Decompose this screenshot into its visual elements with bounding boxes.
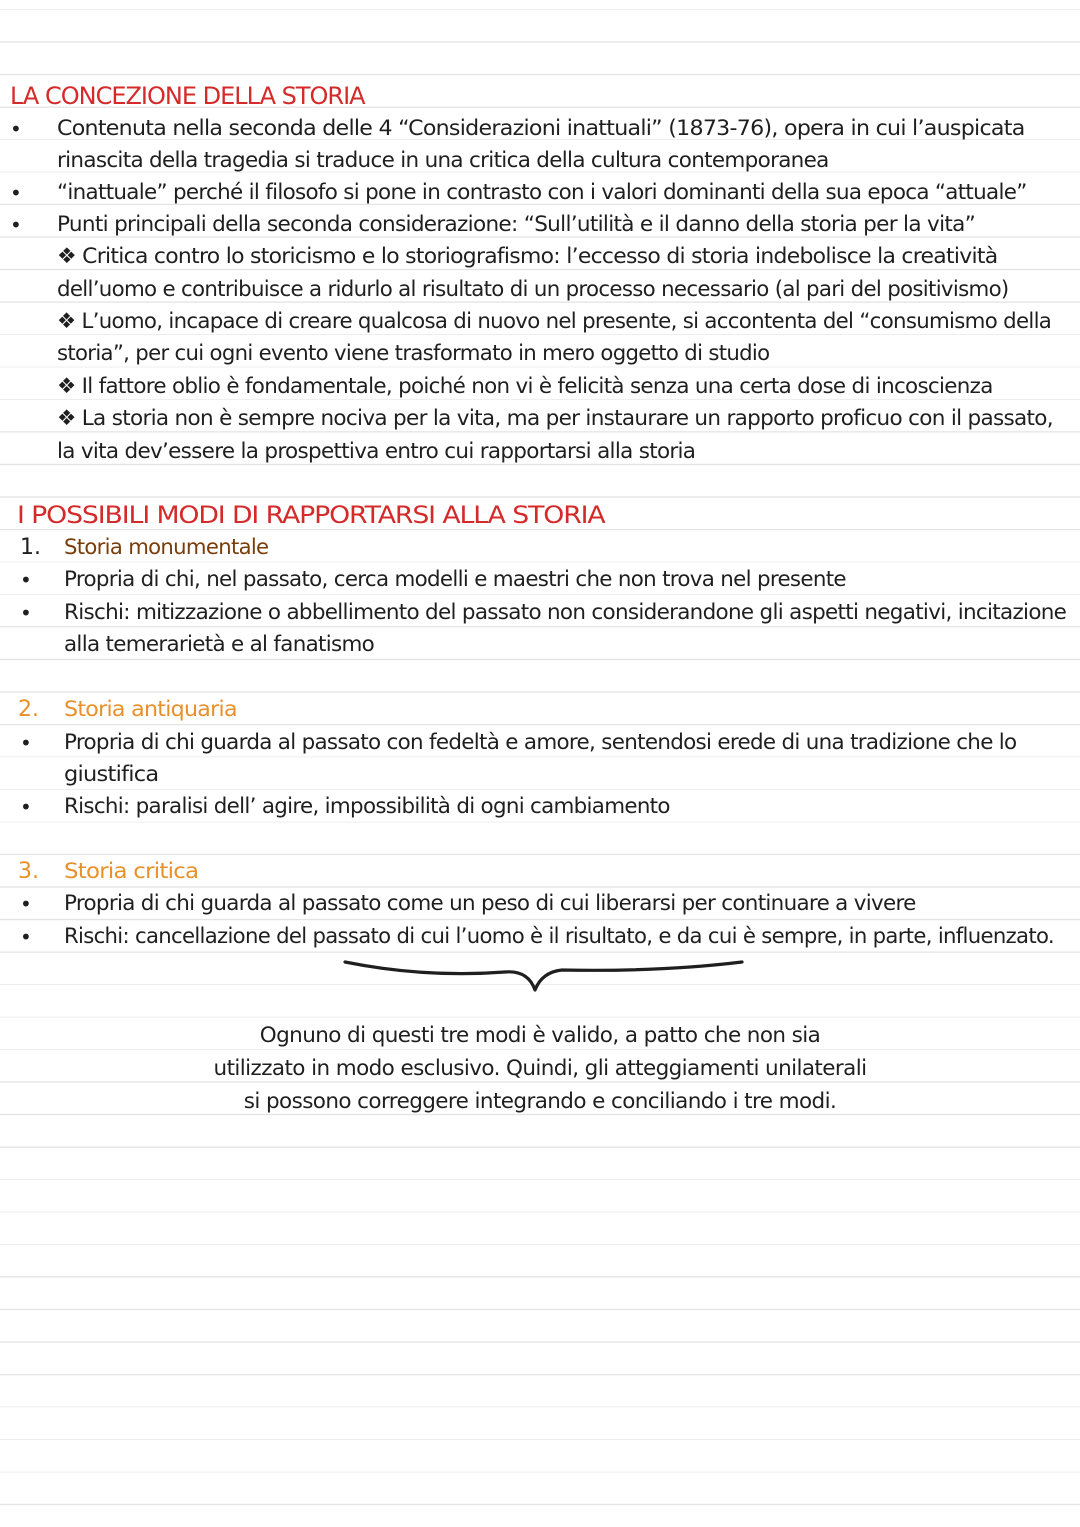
text-line: Propria di chi guarda al passato con fedeltà e amore, sentendosi erede di una tradizione che lo: [64, 730, 1017, 755]
text-line: la vita dev’essere la prospettiva entro cui rapportarsi alla storia: [57, 439, 696, 464]
text-line: Punti principali della seconda considerazione: “Sull’utilità e il danno della storia per la vita”: [57, 212, 976, 237]
bullet-dot-icon: •: [10, 117, 22, 141]
text-line: rinascita della tragedia si traduce in una critica della cultura contemporanea: [57, 148, 829, 173]
text-line: Contenuta nella seconda delle 4 “Considerazioni inattuali” (1873-76), opera in cui l’auspicata: [57, 116, 1025, 141]
curly-brace-icon: [330, 950, 750, 1020]
text-line: giustifica: [64, 762, 159, 787]
text-line: Rischi: paralisi dell’ agire, impossibilità di ogni cambiamento: [64, 794, 670, 819]
mode-number: 2.: [18, 697, 39, 722]
text-line: Propria di chi, nel passato, cerca modelli e maestri che non trova nel presente: [64, 567, 846, 592]
text-line: dell’uomo e contribuisce a ridurlo al risultato di un processo necessario (al pari del positivismo): [57, 277, 1009, 302]
conclusion-line: si possono correggere integrando e conciliando i tre modi.: [243, 1089, 837, 1114]
bullet-dot-icon: •: [10, 213, 22, 237]
section-title-concezione: LA CONCEZIONE DELLA STORIA: [10, 82, 365, 110]
text-line: ❖ Critica contro lo storicismo e lo storiografismo: l’eccesso di storia indebolisce la creatività: [57, 244, 998, 269]
bullet-dot-icon: •: [10, 181, 22, 205]
text-line: ❖ L’uomo, incapace di creare qualcosa di nuovo nel presente, si accontenta del “consumismo della: [57, 309, 1052, 334]
bullet-dot-icon: •: [20, 925, 32, 949]
bullet-dot-icon: •: [20, 795, 32, 819]
bullet-dot-icon: •: [20, 731, 32, 755]
text-line: Propria di chi guarda al passato come un peso di cui liberarsi per continuare a vivere: [64, 891, 916, 916]
section-title-modi: I POSSIBILI MODI DI RAPPORTARSI ALLA STORIA: [17, 501, 605, 529]
text-line: “inattuale” perché il filosofo si pone in contrasto con i valori dominanti della sua epoca “attuale”: [57, 180, 1027, 205]
text-line: ❖ Il fattore oblio è fondamentale, poiché non vi è felicità senza una certa dose di incoscienza: [57, 374, 993, 399]
mode-number: 1.: [20, 535, 41, 560]
text-line: Rischi: mitizzazione o abbellimento del passato non considerandone gli aspetti negativi, incitazione: [64, 600, 1067, 625]
bullet-dot-icon: •: [20, 568, 32, 592]
mode-title-monumentale: Storia monumentale: [64, 535, 269, 560]
mode-number: 3.: [18, 859, 39, 884]
text-line: alla temerarietà e al fanatismo: [64, 632, 375, 657]
text-line: storia”, per cui ogni evento viene trasformato in mero oggetto di studio: [57, 341, 770, 366]
conclusion-line: utilizzato in modo esclusivo. Quindi, gli atteggiamenti unilaterali: [213, 1056, 867, 1081]
bullet-dot-icon: •: [20, 601, 32, 625]
mode-title-antiquaria: Storia antiquaria: [64, 697, 237, 722]
text-line: Rischi: cancellazione del passato di cui l’uomo è il risultato, e da cui è sempre, in parte, influenzato.: [64, 924, 1054, 949]
text-line: ❖ La storia non è sempre nociva per la vita, ma per instaurare un rapporto proficuo con il passato,: [57, 406, 1053, 431]
conclusion-line: Ognuno di questi tre modi è valido, a patto che non sia: [259, 1023, 821, 1048]
bullet-dot-icon: •: [20, 892, 32, 916]
mode-title-critica: Storia critica: [64, 859, 199, 884]
